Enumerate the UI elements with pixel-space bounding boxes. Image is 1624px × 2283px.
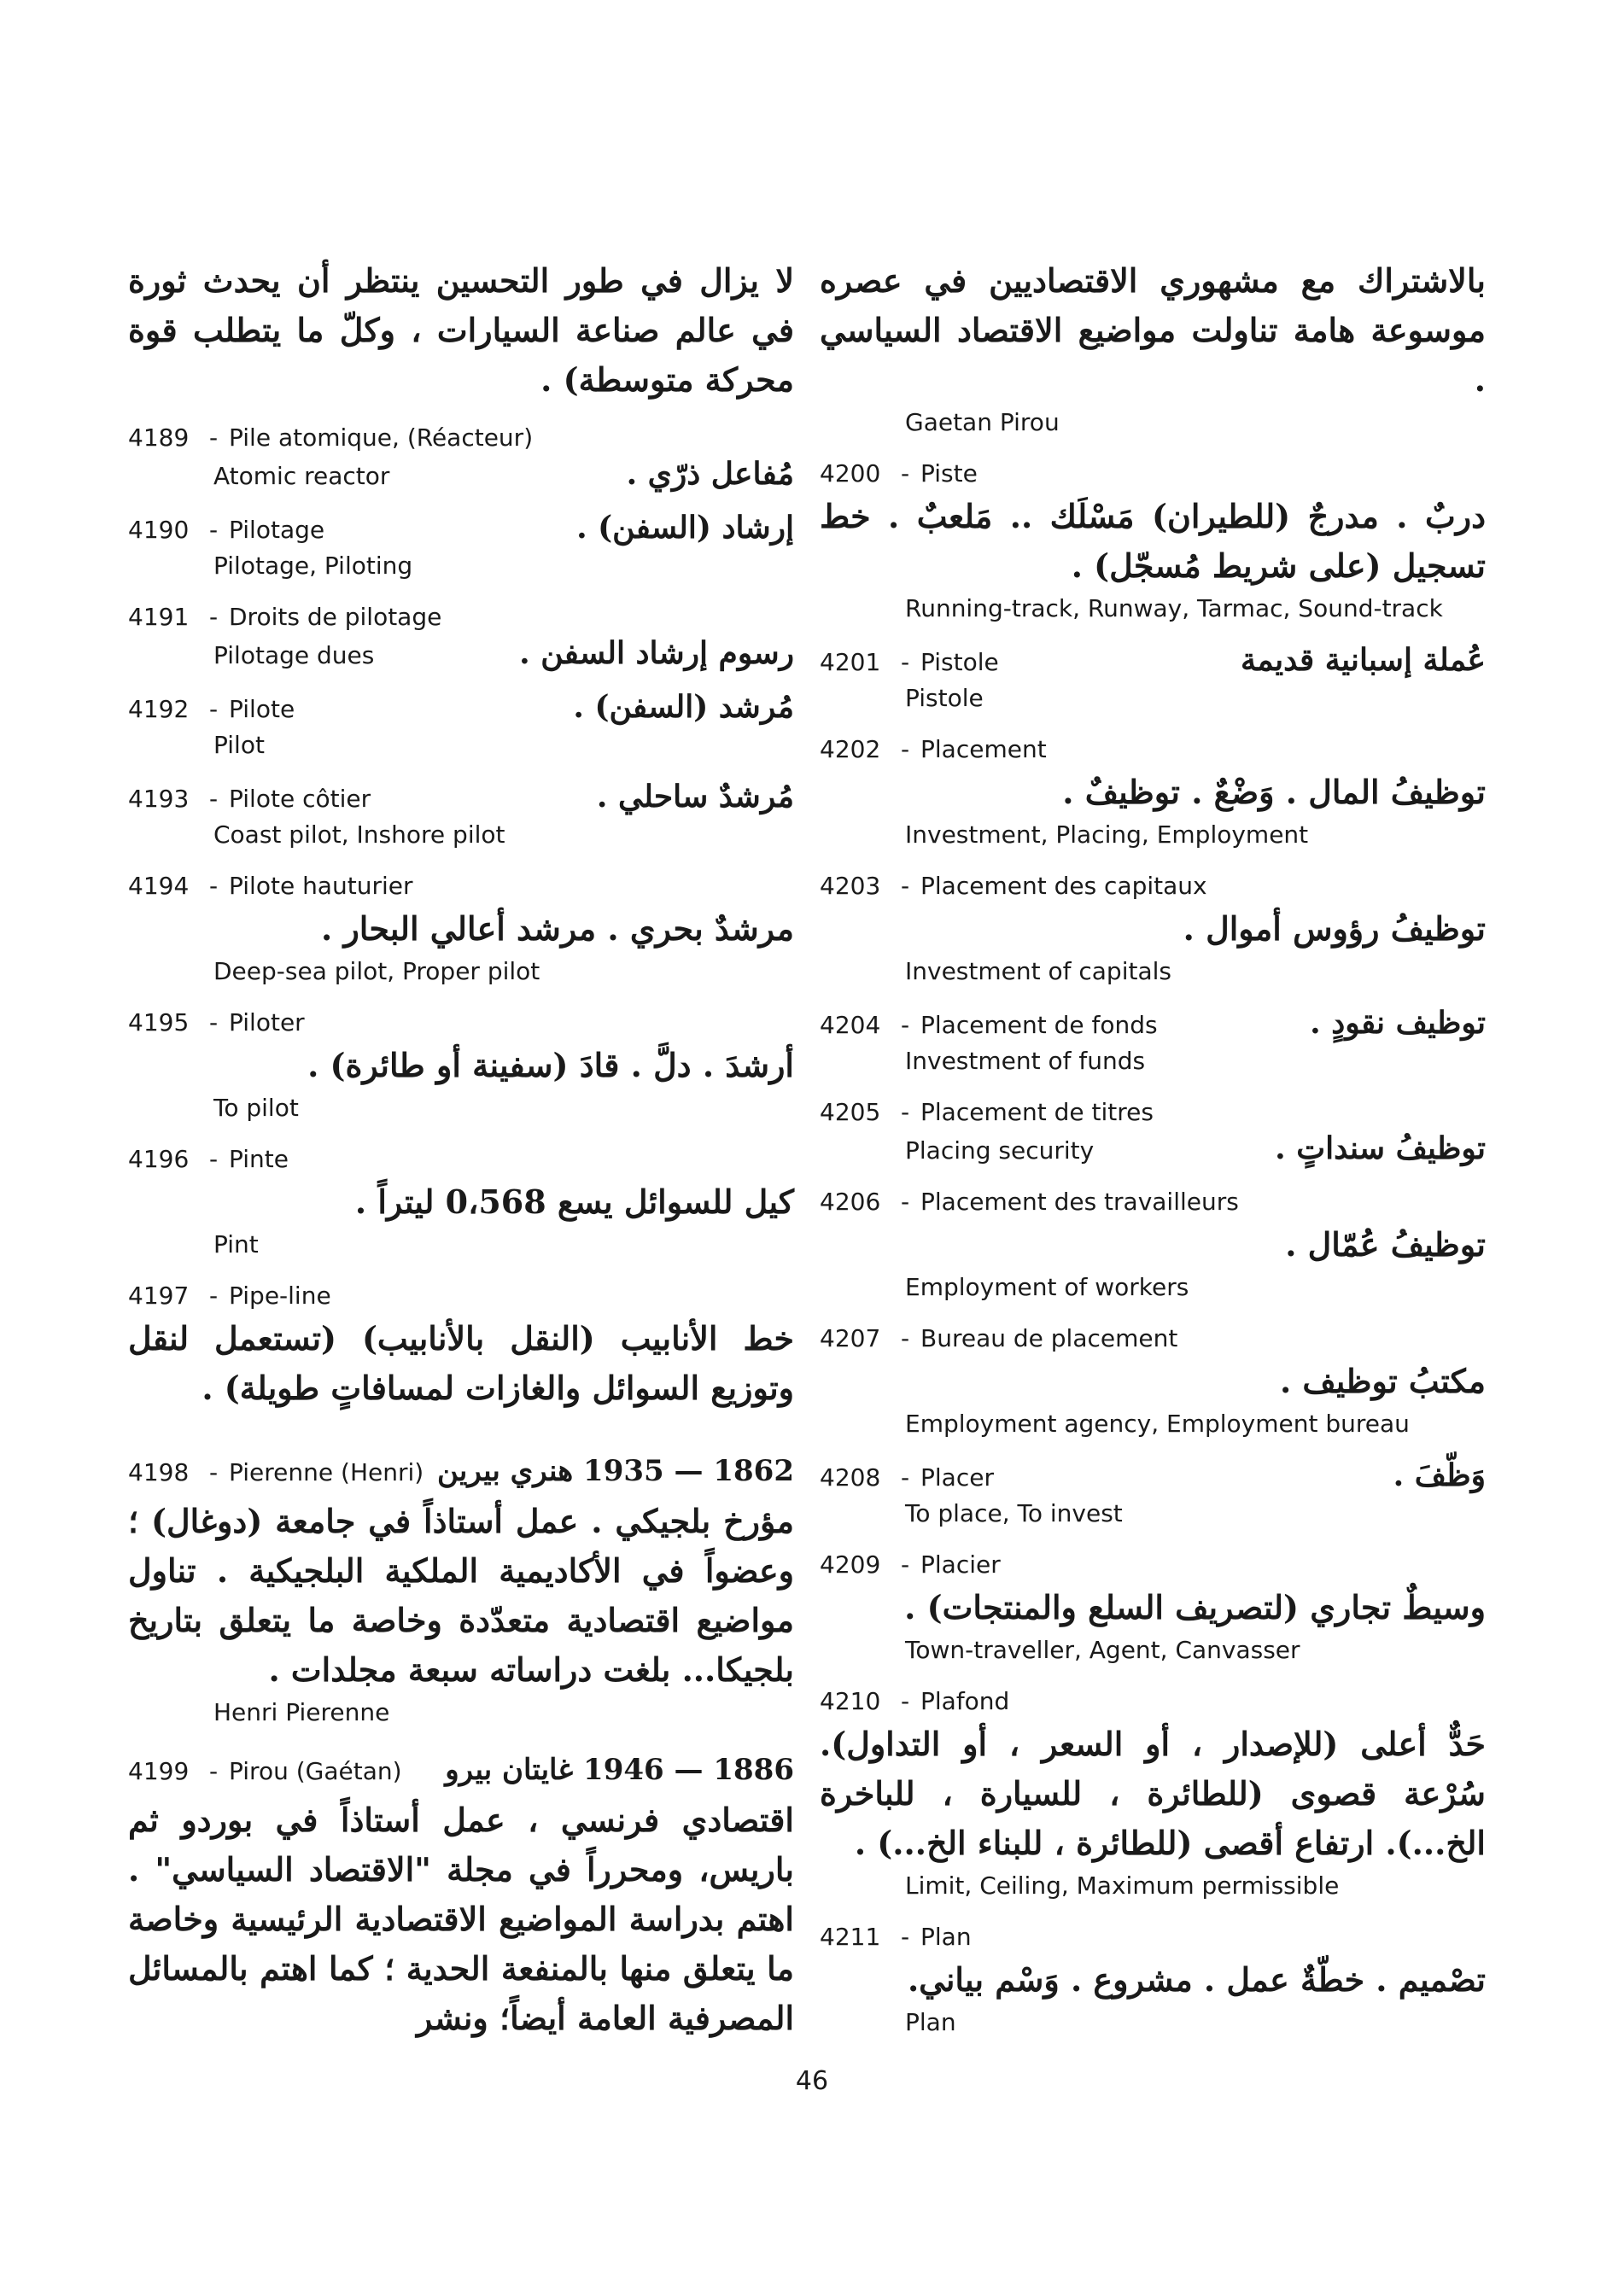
entry-arabic: عُملة إسبانية قديمة [1241, 642, 1486, 678]
entry-french: Piloter [229, 1008, 305, 1036]
entry-english: Employment agency, Employment bureau [905, 1410, 1410, 1438]
entry-french: Placement des travailleurs [920, 1188, 1239, 1216]
entry-arabic: تصْميم . خطّةٌ عمل . مشروع . وَسْم بياني. [907, 1960, 1486, 1999]
page-number: 46 [795, 2066, 829, 2096]
entry-4203: 4203 - Placement des capitaux توظيفُ رؤوس أموال . Investment of capitals [820, 868, 1486, 990]
entry-number: 4201 [820, 648, 881, 676]
entry-arabic: مؤرخ بلجيكي . عمل أستاذاً في جامعة (دوغال) ؛ وعضواً في الأكاديمية الملكية البلجيكية . تناول مواضيع اقتصادية متعدّدة وخاصة ما يتعلق بتاريخ بلجيكا... بلغت دراساته سبعة مجلدات . [128, 1502, 794, 1689]
entry-4193: 4193 - Pilote côtier مُرشدٌ ساحلي . Coast pilot, Inshore pilot [128, 779, 794, 853]
entry-french: Plan [920, 1923, 972, 1951]
entry-english: Placing security [905, 1136, 1095, 1165]
entry-4195: 4195 - Piloter أرشدَ . دلَّ . قادَ (سفينة أو طائرة) . To pilot [128, 1005, 794, 1126]
entry-english: Henri Pierenne [213, 1698, 390, 1726]
entry-english: Investment of funds [905, 1047, 1146, 1075]
entry-4210: 4210 - Plafond حَدٌّ أعلى (للإصدار ، أو السعر ، أو التداول). سُرْعة قصوى (للطائرة ، للسيارة ، للباخرة الخ...). ارتفاع أقصى (للطائرة ، للبناء الخ...) . Limit, Ceiling, Maximum permissible [820, 1684, 1486, 1904]
entry-french: Placement [920, 735, 1047, 763]
entry-french: Droits de pilotage [229, 603, 442, 631]
entry-arabic: حَدٌّ أعلى (للإصدار ، أو السعر ، أو التداول). سُرْعة قصوى (للطائرة ، للسيارة ، للباخرة الخ...). ارتفاع أقصى (للطائرة ، للبناء الخ...) . [820, 1725, 1486, 1862]
entry-4208: 4208 - Placer وَظّفَ . To place, To invest [820, 1457, 1486, 1532]
entry-french: Pistole [920, 648, 999, 676]
entry-french: Pinte [229, 1145, 289, 1173]
entry-french: Placement de titres [920, 1098, 1154, 1126]
entry-arabic: مُرشد (السفن) . [573, 689, 794, 725]
entry-french: Placer [920, 1463, 994, 1492]
entry-english: Limit, Ceiling, Maximum permissible [905, 1871, 1340, 1900]
entry-4209: 4209 - Placier وسيطٌ تجاري (لتصريف السلع والمنتجات) . Town-traveller, Agent, Canvasser [820, 1547, 1486, 1668]
entry-number: 4200 [820, 459, 881, 488]
entry-french: Pierenne (Henri) [229, 1458, 424, 1486]
entry-french: Piste [920, 459, 978, 488]
entry-4192: 4192 - Pilote مُرشد (السفن) . Pilot [128, 689, 794, 763]
entry-number: 4196 [128, 1145, 190, 1173]
entry-arabic: كيل للسوائل يسع 0،568 ليتراً . [354, 1182, 794, 1221]
entry-english: Pint [213, 1230, 259, 1258]
entry-english: Town-traveller, Agent, Canvasser [905, 1636, 1300, 1664]
right-column [820, 256, 1486, 2041]
entry-french: Pilote hauturier [229, 872, 413, 900]
entry-french: Placier [920, 1550, 1001, 1579]
entry-arabic: اقتصادي فرنسي ، عمل أستاذاً في بوردو ثم باريس، ومحرراً في مجلة "الاقتصاد السياسي" . اهتم بدراسة المواضيع الاقتصادية الرئيسية وخاصة ما يتعلق منها بالمنفعة الحدية ؛ كما اهتم بالمسائل المصرفية العامة أيضاً؛ ونشر [128, 1801, 794, 2037]
entry-arabic: توظيف نقودٍ . [1310, 1005, 1486, 1041]
entry-english: To pilot [213, 1094, 299, 1122]
entry-4194: 4194 - Pilote hauturier مرشدٌ بحري . مرشد أعالي البحار . Deep-sea pilot, Proper pilot [128, 868, 794, 990]
entry-english: Deep-sea pilot, Proper pilot [213, 957, 540, 985]
entry-english: Pilot [213, 731, 265, 759]
entry-number: 4208 [820, 1463, 881, 1492]
entry-number: 4191 [128, 603, 190, 631]
entry-arabic: رسوم إرشاد السفن . [519, 635, 794, 671]
entry-french: Pilote côtier [229, 785, 371, 813]
entry-number: 4194 [128, 872, 190, 900]
continued-english: Gaetan Pirou [905, 408, 1060, 436]
entry-number: 4199 [128, 1757, 190, 1785]
entry-years: 1862 — 1935 هنري بيرين [436, 1454, 794, 1488]
entry-4190: 4190 - Pilotage إرشاد (السفن) . Pilotage, Piloting [128, 510, 794, 584]
entry-arabic: توظيفُ رؤوس أموال . [1183, 909, 1486, 948]
entry-french: Plafond [920, 1687, 1010, 1715]
entry-number: 4197 [128, 1282, 190, 1310]
entry-number: 4195 [128, 1008, 190, 1036]
entry-french: Pilote [229, 695, 295, 723]
entry-english: Pilotage dues [213, 641, 375, 669]
entry-english: Atomic reactor [213, 462, 390, 490]
entry-french: Pipe-line [229, 1282, 331, 1310]
entry-4204: 4204 - Placement de fonds توظيف نقودٍ . Investment of funds [820, 1005, 1486, 1079]
entry-4206: 4206 - Placement des travailleurs توظيفُ عُمّال . Employment of workers [820, 1184, 1486, 1305]
entry-4211: 4211 - Plan تصْميم . خطّةٌ عمل . مشروع . وَسْم بياني. Plan [820, 1919, 1486, 2041]
entry-number: 4207 [820, 1324, 881, 1352]
entry-english: Pilotage, Piloting [213, 552, 413, 580]
entry-arabic: وسيطٌ تجاري (لتصريف السلع والمنتجات) . [904, 1588, 1486, 1626]
entry-arabic: مُفاعل ذرّي . [626, 456, 794, 492]
continued-text: لا يزال في طور التحسين ينتظر أن يحدث ثورة في عالم صناعة السيارات ، وكلّ ما يتطلب قوة محركة متوسطة) . [128, 261, 794, 399]
entry-number: 4206 [820, 1188, 881, 1216]
entry-number: 4209 [820, 1550, 881, 1579]
entry-4189: 4189 - Pile atomique, (Réacteur) Atomic reactor مُفاعل ذرّي . [128, 420, 794, 494]
entry-arabic: مُرشدٌ ساحلي . [596, 779, 794, 815]
entry-4198: 4198 - Pierenne (Henri) 1862 — 1935 هنري بيرين مؤرخ بلجيكي . عمل أستاذاً في جامعة (دوغال) ؛ وعضواً في الأكاديمية الملكية البلجيكية . تناول مواضيع اقتصادية متعدّدة وخاصة ما يتعلق بتاريخ بلجيكا... بلغت دراساته سبعة مجلدات . Henri Pierenne [128, 1447, 794, 1731]
entry-english: Employment of workers [905, 1273, 1189, 1301]
entry-french: Placement des capitaux [920, 872, 1207, 900]
entry-arabic: توظيفُ عُمّال . [1285, 1225, 1486, 1264]
entry-number: 4203 [820, 872, 881, 900]
entry-french: Bureau de placement [920, 1324, 1178, 1352]
entry-4207: 4207 - Bureau de placement مكتبُ توظيف . Employment agency, Employment bureau [820, 1321, 1486, 1442]
entry-number: 4192 [128, 695, 190, 723]
entry-4197: 4197 - Pipe-line خط الأنابيب (النقل بالأنابيب) (تستعمل لنقل وتوزيع السوائل والغازات لمسافاتٍ طويلة) . [128, 1278, 794, 1413]
entry-number: 4198 [128, 1458, 190, 1486]
entry-4202: 4202 - Placement توظيفُ المال . وَضْعٌ . توظيفٌ . Investment, Placing, Employment [820, 732, 1486, 853]
left-column [128, 256, 794, 2043]
entry-arabic: توظيفُ سنداتٍ . [1275, 1130, 1486, 1166]
entry-english: Running-track, Runway, Tarmac, Sound-track [905, 594, 1443, 622]
entry-number: 4205 [820, 1098, 881, 1126]
entry-english: To place, To invest [905, 1499, 1123, 1527]
entry-english: Plan [905, 2008, 956, 2036]
entry-arabic: أرشدَ . دلَّ . قادَ (سفينة أو طائرة) . [307, 1046, 794, 1084]
entry-arabic: إرشاد (السفن) . [576, 510, 794, 546]
entry-english: Coast pilot, Inshore pilot [213, 820, 505, 849]
entry-arabic: توظيفُ المال . وَضْعٌ . توظيفٌ . [1062, 773, 1486, 811]
entry-arabic: مرشدٌ بحري . مرشد أعالي البحار . [321, 909, 794, 948]
entry-4191: 4191 - Droits de pilotage Pilotage dues رسوم إرشاد السفن . [128, 599, 794, 674]
entry-arabic: وَظّفَ . [1393, 1457, 1486, 1493]
entry-number: 4204 [820, 1011, 881, 1039]
entry-number: 4190 [128, 516, 190, 544]
entry-4199: 4199 - Pirou (Gaétan) 1886 — 1946 غايتان بيرو اقتصادي فرنسي ، عمل أستاذاً في بوردو ثم باريس، ومحرراً في مجلة "الاقتصاد السياسي" . اهتم بدراسة المواضيع الاقتصادية الرئيسية وخاصة ما يتعلق منها بالمنفعة الحدية ؛ كما اهتم بالمسائل المصرفية العامة أيضاً؛ ونشر [128, 1746, 794, 2043]
entry-arabic: مكتبُ توظيف . [1279, 1362, 1486, 1400]
entry-number: 4189 [128, 423, 190, 452]
entry-4200: 4200 - Piste دربٌ . مدرجٌ (للطيران) مَسْلَك .. مَلعبٌ . خط تسجيل (على شريط مُسجّل) . Running-track, Runway, Tarmac, Sound-track [820, 456, 1486, 627]
entry-4201: 4201 - Pistole عُملة إسبانية قديمة Pistole [820, 642, 1486, 716]
entry-4196: 4196 - Pinte كيل للسوائل يسع 0،568 ليتراً . Pint [128, 1142, 794, 1263]
entry-english: Investment of capitals [905, 957, 1171, 985]
continued-text: بالاشتراك مع مشهوري الاقتصاديين في عصره موسوعة هامة تناولت مواضيع الاقتصاد السياسي . [820, 261, 1486, 399]
entry-english: Pistole [905, 684, 984, 712]
entry-english: Investment, Placing, Employment [905, 820, 1309, 849]
entry-number: 4210 [820, 1687, 881, 1715]
entry-number: 4211 [820, 1923, 881, 1951]
entry-french: Pirou (Gaétan) [229, 1757, 402, 1785]
entry-french: Placement de fonds [920, 1011, 1158, 1039]
entry-arabic: دربٌ . مدرجٌ (للطيران) مَسْلَك .. مَلعبٌ . خط تسجيل (على شريط مُسجّل) . [820, 497, 1486, 585]
entry-arabic: خط الأنابيب (النقل بالأنابيب) (تستعمل لنقل وتوزيع السوائل والغازات لمسافاتٍ طويلة) . [128, 1319, 794, 1407]
entry-4205: 4205 - Placement de titres Placing security توظيفُ سنداتٍ . [820, 1095, 1486, 1169]
entry-number: 4202 [820, 735, 881, 763]
entry-french: Pile atomique, (Réacteur) [229, 423, 534, 452]
entry-years: 1886 — 1946 غايتان بيرو [445, 1753, 794, 1787]
entry-french: Pilotage [229, 516, 325, 544]
entry-number: 4193 [128, 785, 190, 813]
